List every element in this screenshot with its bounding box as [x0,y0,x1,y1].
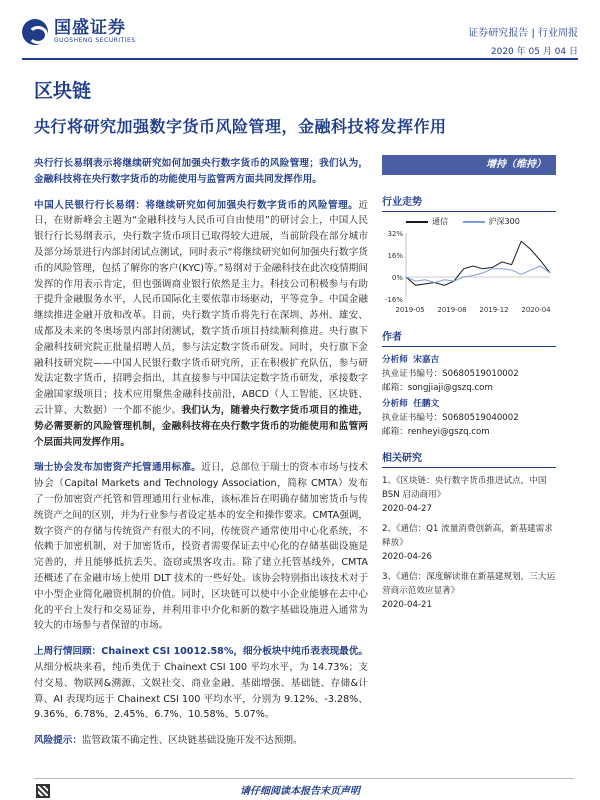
related-report-3-title: 3、《通信：深度解读谁在新基建规划，三大运营商示范效应显著》 [382,572,556,596]
report-type: 证券研究报告 | 行业周报 [468,28,578,39]
logo-en: GUOSHENG SECURITIES [54,37,136,44]
legend-label-a: 通信 [432,217,448,226]
author-2-role: 分析师 [382,399,408,409]
related-report-2-title: 2、《通信：Q1 流量消费创新高，新基建需求释放》 [382,524,553,548]
footer-disclaimer: 请仔细阅读本报告末页声明 [240,786,360,797]
header-divider [22,58,578,60]
series-line-1 [406,241,550,285]
report-title: 央行将研究加强数字货币风险管理，金融科技将发挥作用 [34,117,447,136]
section-cmta-body: 近日，总部位于瑞士的资本市场与技术协会（Capital Markets and Technology Association，简称 CMTA）发布了一份加密资产托管和管理通用行业标准，该标准旨在明确存储加密货币与传统资产之间的区别，并为行业参与者设定基本的安全和操作要求。CMTA强调，数字资产的存储与传统资产有很大的不同，传统资产通常使用中心化系统，不依赖于加密机制，对于加密货币，投资者需要保证去中心化的存储基础设施是完善的，并且能够抵抗丢失、盗窃或黑客攻击。除了建立托管基线外，CMTA 还概述了在金融市场上使用 DLT 技术的一些好处。该协会特别指出该技术对于中小型企业简化融资机制的价值。同时，区块链可以使中小企业能够在去中心化的平台上发行和交易证券，并利用非中介化和新的数字基础设施进入通常为较大的市场参与者保留的市场。 [34,462,369,632]
y-tick-label: -16% [384,296,403,304]
page-header [0,0,600,60]
y-tick-label: 0% [391,274,403,282]
section-cmta-lead: 瑞士协会发布加密资产托管通用标准。 [34,462,202,474]
section-pboc [34,198,368,451]
trend-title: 行业走势 [382,193,556,212]
industry-name: 区块链 [34,80,92,102]
author-2 [382,397,556,439]
section-market [34,644,368,723]
author-2-license: 执业证书编号：S0680519040002 [382,413,519,423]
related-report-3-date: 2020-04-21 [382,600,432,610]
y-tick-label: 16% [387,252,403,260]
related-report-2-date: 2020-04-26 [382,552,432,562]
x-tick-label: 2020-04 [521,306,551,314]
logo-cn: 国盛证券 [54,18,126,38]
section-cmta [34,460,368,634]
report-body [34,156,368,759]
summary-paragraph: 央行行长易纲表示将继续研究如何加强央行数字货币的风险管理；我们认为，金融科技将在央行数字货币的功能使用与监管两方面共同发挥作用。 [34,158,368,185]
section-pboc-lead: 中国人民银行行长易纲：将继续研究如何加强央行数字货币的风险管理。 [34,199,359,211]
author-1-license: 执业证书编号：S0680519010002 [382,369,519,379]
related-report-1-date: 2020-04-27 [382,504,432,514]
section-pboc-body: 近日，在财新峰会主题为“金融科技与人民币可自由使用”的研讨会上，中国人民银行行长易纲表示，央行数字货币项目已取得较大进展，当前阶段在部分城市及部分场景进行内部封闭试点测试，同时表示“将继续研究如何加强央行数字货币的风险管理，包括了解你的客户(KYC)等。”易纲对于金融科技在此次疫情期间发挥的作用表示肯定，但也强调商业银行依然是主力。科技公司积极参与有助于提升金融服务水平，人民币国际化主要依靠市场驱动，平等竞争。中国金融继续推进金融开放和改革。目前，央行数字货币将先行在深圳、苏州、雄安、成都及未来的冬奥场景内部封闭测试，数字货币项目持续顺利推进。央行旗下金融科技研究院正批量招聘人员，参与法定数字货币研发。同时，央行旗下金融科技研究院——中国人民银行数字货币研究所，正在积极扩充队伍，参与研发法定数字货币，招聘会指出，其直接参与中国法定数字货币研发，承接数字金融国家级项目；技术应用聚焦金融科技前沿，ABCD（人工智能、区块链、云计算、大数据）一个都不能少。 [34,199,368,416]
author-2-email[interactable]: 邮箱：renheyi@gszq.com [382,427,490,437]
chart-legend [382,216,556,227]
footer-divider [34,778,574,779]
section-risk [34,733,368,749]
report-date: 2020 年 05 月 04 日 [490,47,578,57]
author-1-role: 分析师 [382,355,408,365]
x-tick-label: 2019-08 [437,306,467,314]
related-report-1[interactable] [382,474,556,516]
legend-swatch-b [463,221,485,223]
related-report-1-title: 1、《区块链：央行数字货币推进试点，中国 BSN 启动商用》 [382,476,547,500]
x-tick-label: 2019-05 [395,306,425,314]
section-pboc-highlight: 我们认为，随着央行数字货币项目的推进，势必需要新的风险管理机制，金融科技将在央行数字货币的功能使用和监管两个层面共同发挥作用。 [34,404,369,448]
author-1 [382,353,556,395]
legend-label-b: 沪深300 [488,217,520,226]
logo-mark-icon [22,19,48,45]
section-market-lead: 上周行情回顾：Chainext CSI 10012.58%，细分板块中纯币表表现最优。 [34,646,368,658]
company-logo [22,19,136,45]
sidebar [382,155,556,612]
x-tick-label: 2019-12 [479,306,509,314]
rating-badge: 增持（维持） [382,155,556,175]
y-tick-label: 32% [387,230,403,238]
author-1-email[interactable]: 邮箱：songjiaji@gszq.com [382,383,493,393]
related-report-2[interactable] [382,522,556,564]
section-risk-lead: 风险提示： [34,735,82,747]
author-1-name: 宋嘉吉 [413,355,440,365]
section-market-body: 从细分板块来看，纯币类优于 Chainext CSI 100 平均水平，为 14.73%；支付交易、物联网&溯源、文娱社交、商业金融、基础增强、基础链、存储&计算、AI 表现均远于 Chainext CSI 100 平均水平，分别为 9.12%、-3.28%、9.36%、6.78%、2.45%、6.7%、10.58%、5.07%。 [34,661,368,721]
related-title: 相关研究 [382,449,556,468]
related-list [382,474,556,612]
section-risk-body: 监管政策不确定性、区块链基础设施开发不达预期。 [81,735,303,747]
author-2-name: 任鹏文 [413,399,440,409]
series-line-2 [406,266,550,283]
legend-swatch-a [406,221,428,223]
related-report-3[interactable] [382,570,556,612]
trend-chart [382,227,556,315]
authors-title: 作者 [382,328,556,347]
